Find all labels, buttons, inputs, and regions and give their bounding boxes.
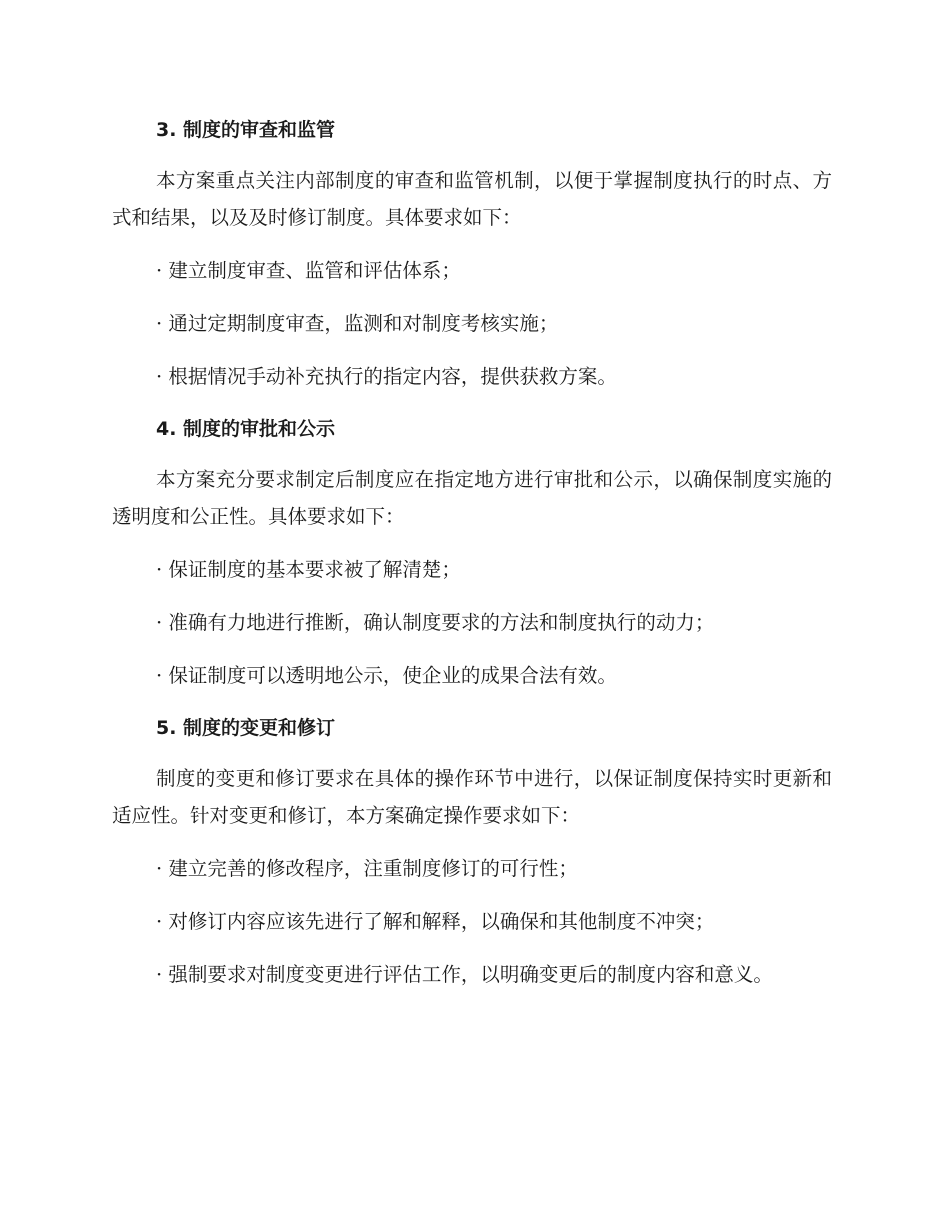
section-heading: 4. 制度的审批和公示: [156, 418, 336, 440]
section-paragraph: 本方案重点关注内部制度的审查和监管机制，以便于掌握制度执行的时点、方式和结果，以及及时修订制度。具体要求如下：: [112, 169, 832, 229]
bullet-item: · 强制要求对制度变更进行评估工作，以明确变更后的制度内容和意义。: [156, 963, 773, 986]
section-paragraph: 制度的变更和修订要求在具体的操作环节中进行，以保证制度保持实时更新和适应性。针对变更和修订，本方案确定操作要求如下：: [112, 767, 832, 827]
bullet-item: · 准确有力地进行推断，确认制度要求的方法和制度执行的动力；: [156, 611, 715, 634]
section-heading: 5. 制度的变更和修订: [156, 717, 336, 739]
bullet-item: · 通过定期制度审查，监测和对制度考核实施；: [156, 312, 559, 335]
bullet-item: · 保证制度可以透明地公示，使企业的成果合法有效。: [156, 664, 617, 687]
section-5: [112, 702, 832, 1001]
bullet-item: · 根据情况手动补充执行的指定内容，提供获救方案。: [156, 365, 617, 388]
section-heading: 3. 制度的审查和监管: [156, 119, 336, 141]
bullet-item: · 建立完善的修改程序，注重制度修订的可行性；: [156, 857, 578, 880]
bullet-item: · 对修订内容应该先进行了解和解释，以确保和其他制度不冲突；: [156, 910, 715, 933]
document-page: [112, 104, 832, 1001]
bullet-item: · 保证制度的基本要求被了解清楚；: [156, 558, 461, 581]
section-paragraph: 本方案充分要求制定后制度应在指定地方进行审批和公示，以确保制度实施的透明度和公正性。具体要求如下：: [112, 468, 832, 528]
section-3: [112, 104, 832, 403]
bullet-item: · 建立制度审查、监管和评估体系；: [156, 259, 461, 282]
section-4: [112, 403, 832, 702]
